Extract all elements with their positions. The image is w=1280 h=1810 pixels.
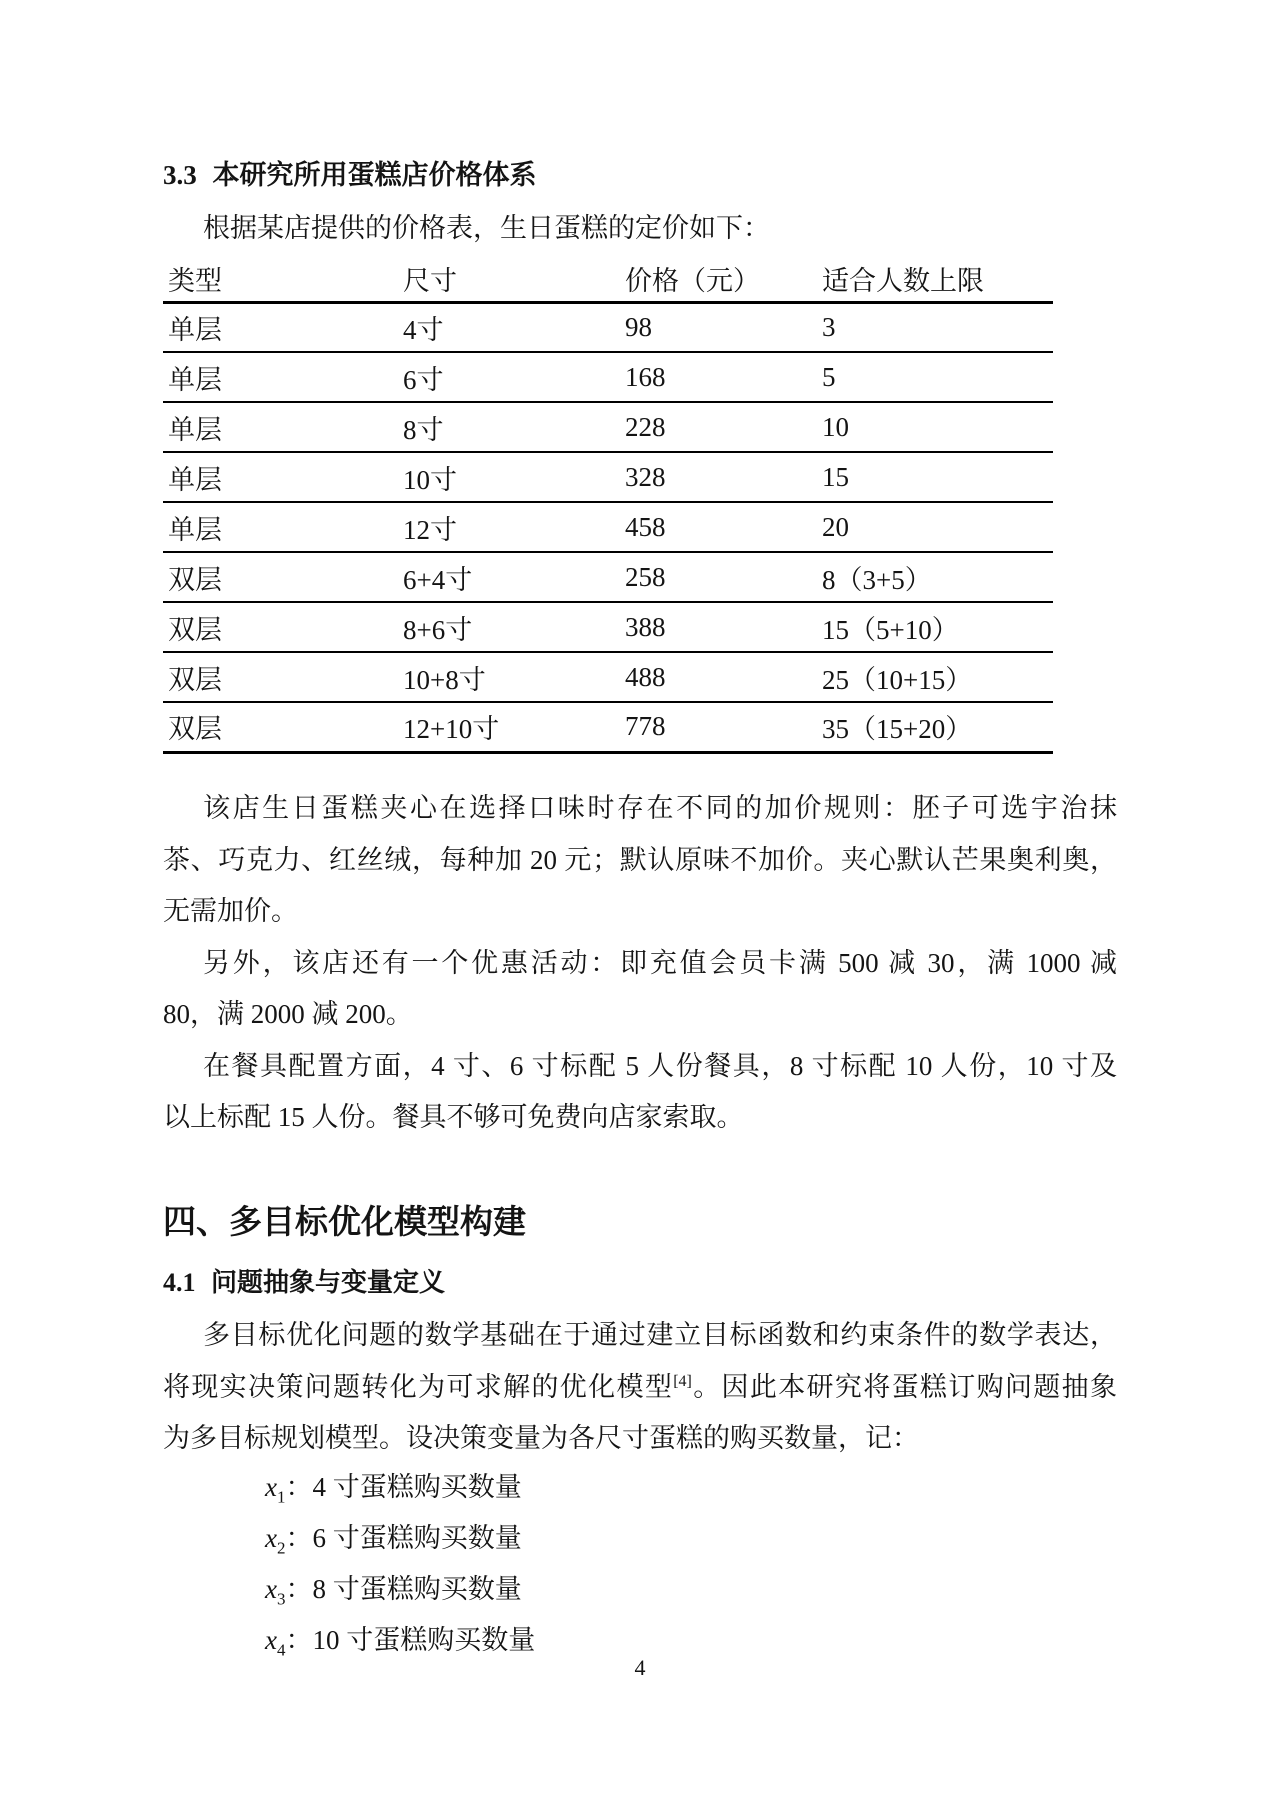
price-table-cell: 10: [817, 402, 1053, 452]
body-text-line: 以上标配 15 人份。餐具不够可免费向店家索取。: [163, 1102, 744, 1132]
body-text-line: 另外，该店还有一个优惠活动：即充值会员卡满 500 减 30，满 1000 减: [203, 947, 1117, 978]
price-table-cell: 单层: [163, 502, 398, 552]
variable-description: ：6 寸蛋糕购买数量: [285, 1523, 522, 1553]
section-3-3-heading: 3.3 本研究所用蛋糕店价格体系: [163, 160, 537, 190]
price-table-cell: 10+8寸: [398, 652, 620, 702]
price-table-cell: 双层: [163, 602, 398, 652]
price-table-cell: 5: [817, 352, 1053, 402]
body-text-line: 茶、巧克力、红丝绒，每种加 20 元；默认原味不加价。夹心默认芒果奥利奥，: [163, 844, 1117, 875]
price-table-cell: 6寸: [398, 352, 620, 402]
price-table-header-row: [163, 257, 1053, 302]
price-table-cell: 4寸: [398, 302, 620, 352]
price-table-row: [163, 502, 1053, 552]
model-intro-text: [163, 1310, 1117, 1465]
price-table-cell: 3: [817, 302, 1053, 352]
price-table-cell: 778: [620, 702, 817, 752]
citation-superscript: [4]: [673, 1372, 692, 1390]
pricing-rules-text: [163, 783, 1117, 1144]
price-table-cell: 168: [620, 352, 817, 402]
body-text-line: 多目标优化问题的数学基础在于通过建立目标函数和约束条件的数学表达，: [203, 1320, 1117, 1350]
price-table-cell: 328: [620, 452, 817, 502]
variable-subscript: 2: [276, 1538, 286, 1558]
price-table-cell: 双层: [163, 652, 398, 702]
variable-subscript: 1: [276, 1487, 286, 1507]
price-table-cell: 388: [620, 602, 817, 652]
price-table: [163, 257, 1053, 754]
body-text-segment: 将现实决策问题转化为可求解的优化模型: [163, 1371, 674, 1402]
price-table-cell: 98: [620, 302, 817, 352]
section-4-1-heading: 4.1 问题抽象与变量定义: [163, 1268, 446, 1297]
variable-symbol: x: [265, 1523, 277, 1553]
price-table-cell: 488: [620, 652, 817, 702]
price-table-header-cell: 类型: [163, 257, 398, 302]
variable-definitions: [265, 1462, 535, 1666]
price-table-cell: 单层: [163, 352, 398, 402]
price-table-row: [163, 552, 1053, 602]
price-table-cell: 单层: [163, 402, 398, 452]
variable-symbol: x: [265, 1472, 277, 1502]
price-table-header-cell: 价格（元）: [620, 257, 817, 302]
price-table-row: [163, 702, 1053, 752]
price-table-row: [163, 352, 1053, 402]
body-text-line: 在餐具配置方面，4 寸、6 寸标配 5 人份餐具，8 寸标配 10 人份，10 寸及: [203, 1050, 1117, 1081]
price-table-cell: 228: [620, 402, 817, 452]
variable-symbol: x: [265, 1574, 277, 1604]
price-table-cell: 单层: [163, 302, 398, 352]
price-table-cell: 单层: [163, 452, 398, 502]
price-table-cell: 10寸: [398, 452, 620, 502]
variable-definition: [265, 1462, 535, 1513]
variable-description: ：8 寸蛋糕购买数量: [285, 1574, 522, 1604]
price-table-cell: 15: [817, 452, 1053, 502]
variable-symbol: x: [265, 1625, 277, 1655]
body-text-segment: 。因此本研究将蛋糕订购问题抽象: [691, 1371, 1117, 1402]
variable-subscript: 4: [276, 1640, 286, 1660]
price-table-cell: 8+6寸: [398, 602, 620, 652]
price-table-cell: 双层: [163, 702, 398, 752]
price-table-cell: 12寸: [398, 502, 620, 552]
body-text-line: [163, 1362, 1117, 1414]
price-table-header-cell: 适合人数上限: [817, 257, 1053, 302]
price-table-row: [163, 602, 1053, 652]
body-text-line: 该店生日蛋糕夹心在选择口味时存在不同的加价规则：胚子可选宇治抹: [203, 793, 1117, 823]
price-table-cell: 458: [620, 502, 817, 552]
price-table-cell: 20: [817, 502, 1053, 552]
variable-definition: [265, 1513, 535, 1564]
price-table-cell: 6+4寸: [398, 552, 620, 602]
body-text-line: 80，满 2000 减 200。: [163, 999, 413, 1029]
price-table-cell: 25（10+15）: [817, 652, 1053, 702]
section-4-heading: 四、多目标优化模型构建: [163, 1205, 526, 1241]
variable-description: ：10 寸蛋糕购买数量: [285, 1625, 536, 1655]
price-table-cell: 35（15+20）: [817, 702, 1053, 752]
price-table-row: [163, 452, 1053, 502]
body-text-line: 为多目标规划模型。设决策变量为各尺寸蛋糕的购买数量，记：: [163, 1423, 919, 1453]
price-table-cell: 8寸: [398, 402, 620, 452]
price-table-cell: 12+10寸: [398, 702, 620, 752]
price-table-row: [163, 302, 1053, 352]
price-table-row: [163, 652, 1053, 702]
intro-paragraph: 根据某店提供的价格表，生日蛋糕的定价如下：: [203, 213, 770, 243]
variable-definition: [265, 1564, 535, 1615]
body-text-line: 无需加价。: [163, 896, 298, 926]
page-number: 4: [634, 1655, 646, 1680]
price-table-header-cell: 尺寸: [398, 257, 620, 302]
variable-subscript: 3: [276, 1589, 286, 1609]
variable-description: ：4 寸蛋糕购买数量: [285, 1472, 522, 1502]
price-table-cell: 258: [620, 552, 817, 602]
price-table-row: [163, 402, 1053, 452]
price-table-cell: 15（5+10）: [817, 602, 1053, 652]
price-table-cell: 8（3+5）: [817, 552, 1053, 602]
price-table-cell: 双层: [163, 552, 398, 602]
